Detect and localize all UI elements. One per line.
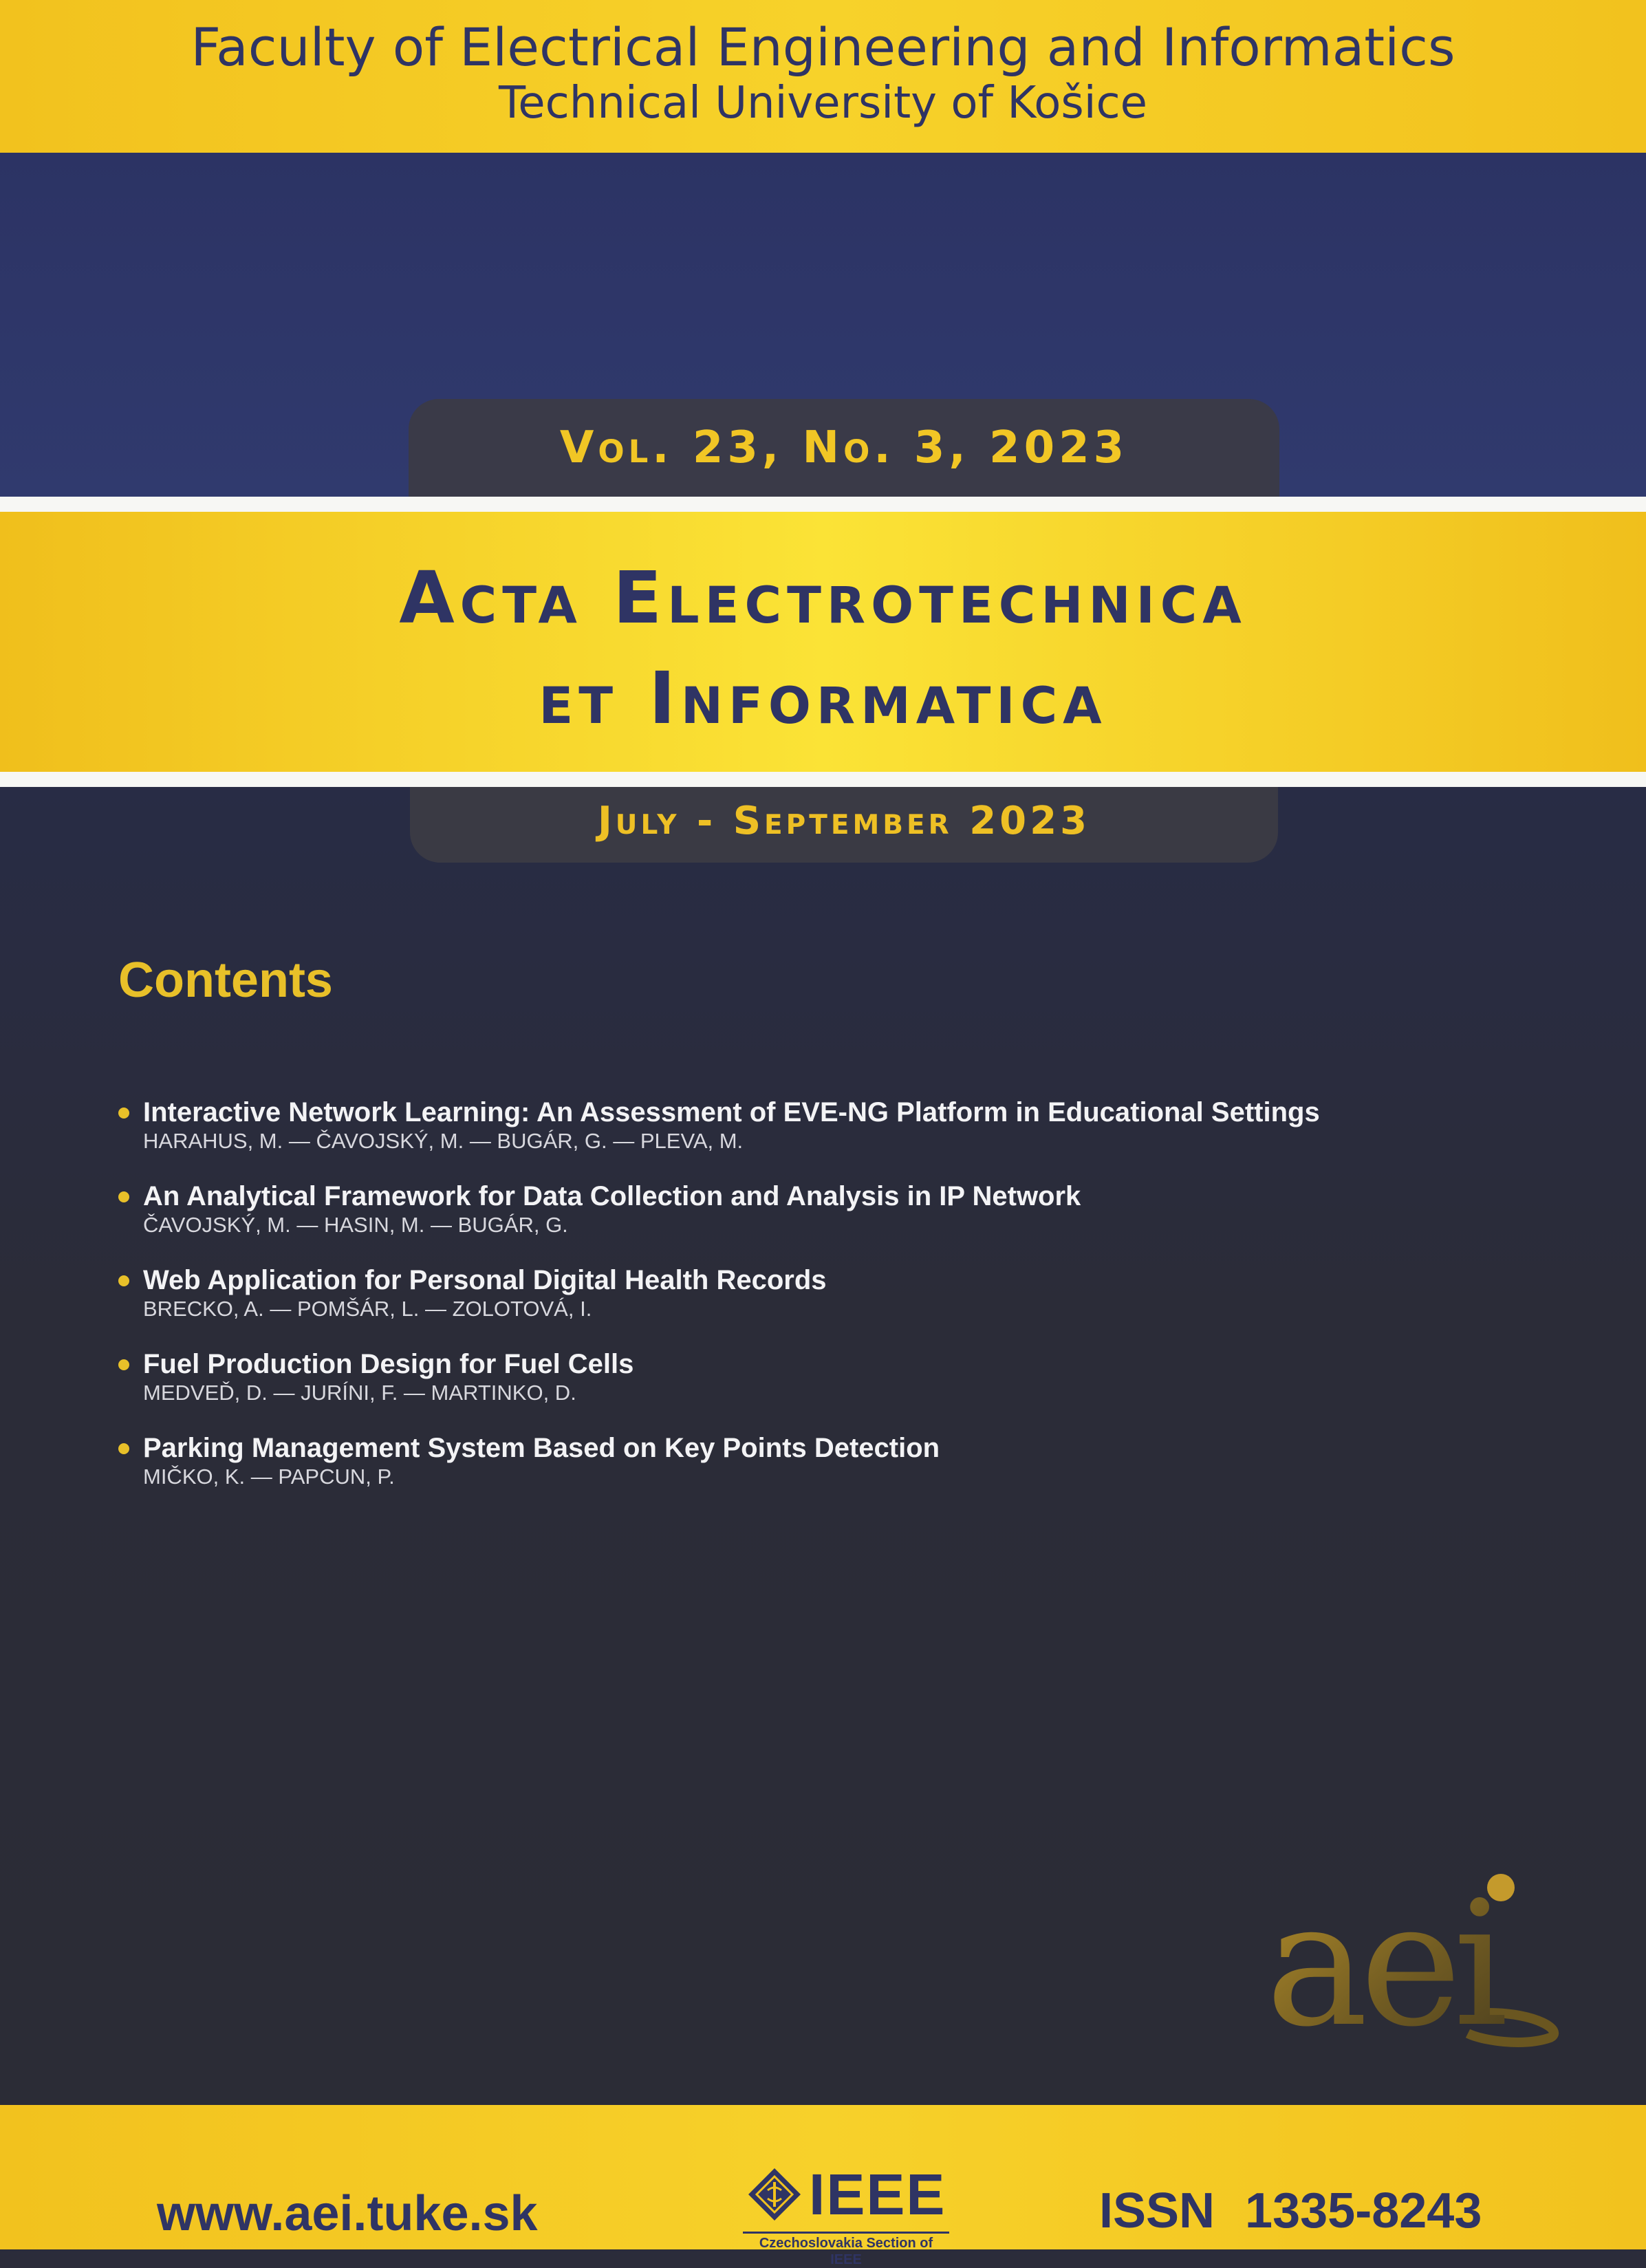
bullet-icon bbox=[118, 1275, 129, 1286]
article-authors: HARAHUS, M. — ČAVOJSKÝ, M. — BUGÁR, G. — PLEVA, M. bbox=[143, 1129, 744, 1153]
title-band bbox=[0, 512, 1646, 772]
aei-logo-text: aei bbox=[1266, 1864, 1500, 2064]
issn-number: 1335-8243 bbox=[1245, 2183, 1482, 2238]
header-band bbox=[0, 0, 1646, 153]
list-item bbox=[118, 1180, 1522, 1264]
aei-logo-icon bbox=[1261, 1864, 1564, 2064]
list-item bbox=[118, 1264, 1522, 1348]
list-item bbox=[118, 1432, 1522, 1516]
issn-label: ISSN bbox=[1099, 2183, 1215, 2238]
bullet-icon bbox=[118, 1191, 129, 1202]
article-title: Web Application for Personal Digital Health Records bbox=[143, 1265, 827, 1295]
period-tab bbox=[410, 787, 1278, 863]
article-authors: MIČKO, K. — PAPCUN, P. bbox=[143, 1465, 395, 1489]
article-title: An Analytical Framework for Data Collection and Analysis in IP Network bbox=[143, 1181, 1081, 1211]
issue-period: July - September 2023 bbox=[597, 799, 1091, 843]
issn bbox=[1099, 2183, 1482, 2238]
article-title: Fuel Production Design for Fuel Cells bbox=[143, 1349, 634, 1379]
table-of-contents bbox=[118, 1097, 1522, 1516]
bullet-icon bbox=[118, 1108, 129, 1119]
ieee-logo bbox=[743, 2160, 949, 2267]
list-item bbox=[118, 1348, 1522, 1432]
website-link[interactable]: www.aei.tuke.sk bbox=[157, 2186, 538, 2241]
article-title: Interactive Network Learning: An Assessment of EVE-NG Platform in Educational Settings bbox=[143, 1097, 1320, 1127]
volume-issue: Vol. 23, No. 3, 2023 bbox=[559, 422, 1129, 473]
ieee-diamond-icon bbox=[747, 2167, 802, 2222]
journal-title-line2: et Informatica bbox=[539, 656, 1107, 740]
article-authors: MEDVEĎ, D. — JURÍNI, F. — MARTINKO, D. bbox=[143, 1381, 576, 1405]
bullet-icon bbox=[118, 1359, 129, 1370]
volume-tab bbox=[409, 399, 1279, 497]
journal-title-line1: Acta Electrotechnica bbox=[399, 556, 1247, 640]
divider-line-top bbox=[0, 497, 1646, 512]
university-name: Technical University of Košice bbox=[498, 78, 1148, 129]
article-title: Parking Management System Based on Key Points Detection bbox=[143, 1433, 940, 1463]
bullet-icon bbox=[118, 1443, 129, 1454]
faculty-name: Faculty of Electrical Engineering and Informatics bbox=[191, 17, 1455, 78]
divider-line-bottom bbox=[0, 772, 1646, 787]
list-item bbox=[118, 1097, 1522, 1180]
article-authors: BRECKO, A. — POMŠÁR, L. — ZOLOTOVÁ, I. bbox=[143, 1297, 592, 1321]
ieee-wordmark: IEEE bbox=[809, 2162, 946, 2227]
footer-band bbox=[0, 2105, 1646, 2267]
article-authors: ČAVOJSKÝ, M. — HASIN, M. — BUGÁR, G. bbox=[143, 1213, 568, 1237]
ieee-section-label: Czechoslovakia Section of IEEE bbox=[743, 2232, 949, 2268]
contents-heading: Contents bbox=[118, 953, 333, 1008]
